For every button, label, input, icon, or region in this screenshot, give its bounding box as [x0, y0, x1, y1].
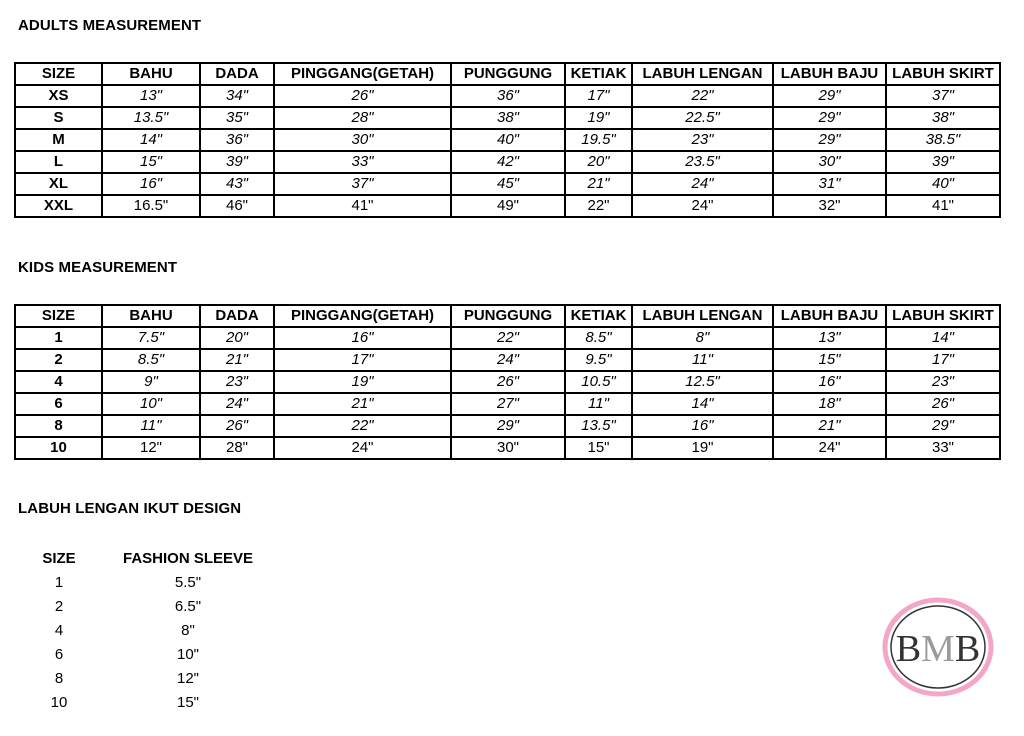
table-row [15, 85, 1000, 107]
measurement-cell: 19" [565, 107, 632, 129]
kids-header-labuh-baju: LABUH BAJU [773, 305, 886, 327]
table-row [15, 437, 1000, 459]
measurement-cell: 12.5" [632, 371, 773, 393]
measurement-cell: 38.5" [886, 129, 1000, 151]
measurement-cell: 10" [102, 393, 200, 415]
brand-logo [882, 597, 994, 697]
measurement-cell: 23" [200, 371, 274, 393]
measurement-cell: 22" [565, 195, 632, 217]
measurement-cell: 45" [451, 173, 565, 195]
measurement-cell: 16" [102, 173, 200, 195]
table-row [15, 415, 1000, 437]
measurement-cell: 7.5" [102, 327, 200, 349]
kids-header-labuh-lengan: LABUH LENGAN [632, 305, 773, 327]
measurement-cell: 24" [773, 437, 886, 459]
measurement-cell: 13.5" [102, 107, 200, 129]
measurement-cell: 23" [886, 371, 1000, 393]
size-cell: XS [15, 85, 102, 107]
adults-header-pinggang-getah: PINGGANG(GETAH) [274, 63, 451, 85]
sleeve-length-cell: 10" [176, 645, 199, 663]
logo-letter: B [895, 628, 922, 670]
measurement-cell: 15" [565, 437, 632, 459]
measurement-cell: 9" [102, 371, 200, 393]
list-item [30, 594, 288, 618]
size-cell: 8 [54, 669, 64, 687]
measurement-cell: 28" [274, 107, 451, 129]
measurement-cell: 9.5" [565, 349, 632, 371]
measurement-cell: 11" [632, 349, 773, 371]
measurement-cell: 37" [274, 173, 451, 195]
size-cell: 4 [54, 621, 64, 639]
measurement-cell: 17" [565, 85, 632, 107]
list-item [30, 666, 288, 690]
list-item [30, 690, 288, 714]
measurement-cell: 11" [102, 415, 200, 437]
measurement-cell: 16" [632, 415, 773, 437]
measurement-cell: 10.5" [565, 371, 632, 393]
size-cell: 6 [15, 393, 102, 415]
kids-title: KIDS MEASUREMENT [18, 259, 178, 276]
adults-measurement-table [14, 62, 1001, 218]
measurement-cell: 16.5" [102, 195, 200, 217]
logo-letter: M [921, 628, 955, 670]
measurement-cell: 18" [773, 393, 886, 415]
size-cell: 2 [54, 597, 64, 615]
measurement-cell: 30" [451, 437, 565, 459]
table-row [15, 195, 1000, 217]
measurement-cell: 22" [274, 415, 451, 437]
size-cell: 1 [15, 327, 102, 349]
kids-header-bahu: BAHU [102, 305, 200, 327]
kids-header-size: SIZE [15, 305, 102, 327]
measurement-cell: 32" [773, 195, 886, 217]
measurement-cell: 14" [102, 129, 200, 151]
measurement-cell: 19.5" [565, 129, 632, 151]
measurement-cell: 49" [451, 195, 565, 217]
measurement-cell: 24" [451, 349, 565, 371]
measurement-cell: 19" [632, 437, 773, 459]
measurement-cell: 20" [200, 327, 274, 349]
measurement-cell: 20" [565, 151, 632, 173]
sleeve-length-cell: 12" [176, 669, 199, 687]
kids-header-punggung: PUNGGUNG [451, 305, 565, 327]
measurement-cell: 36" [451, 85, 565, 107]
measurement-cell: 21" [565, 173, 632, 195]
table-row [15, 349, 1000, 371]
measurement-cell: 29" [886, 415, 1000, 437]
measurement-cell: 27" [451, 393, 565, 415]
measurement-cell: 38" [886, 107, 1000, 129]
measurement-cell: 8.5" [102, 349, 200, 371]
measurement-cell: 24" [632, 195, 773, 217]
size-cell: 10 [15, 437, 102, 459]
table-row [15, 371, 1000, 393]
adults-header-labuh-lengan: LABUH LENGAN [632, 63, 773, 85]
measurement-cell: 14" [886, 327, 1000, 349]
measurement-cell: 29" [773, 107, 886, 129]
size-cell: 2 [15, 349, 102, 371]
measurement-cell: 29" [773, 129, 886, 151]
adults-header-punggung: PUNGGUNG [451, 63, 565, 85]
kids-header-pinggang-getah: PINGGANG(GETAH) [274, 305, 451, 327]
measurement-cell: 43" [200, 173, 274, 195]
measurement-cell: 21" [274, 393, 451, 415]
fashion-sleeve-table [30, 546, 288, 714]
list-item [30, 570, 288, 594]
sleeve-title: LABUH LENGAN IKUT DESIGN [18, 500, 242, 517]
measurement-cell: 37" [886, 85, 1000, 107]
size-cell: 8 [15, 415, 102, 437]
measurement-cell: 41" [886, 195, 1000, 217]
measurement-cell: 16" [773, 371, 886, 393]
measurement-cell: 24" [632, 173, 773, 195]
list-item [30, 642, 288, 666]
measurement-cell: 29" [773, 85, 886, 107]
table-row [15, 173, 1000, 195]
kids-header-dada: DADA [200, 305, 274, 327]
measurement-cell: 33" [886, 437, 1000, 459]
measurement-cell: 42" [451, 151, 565, 173]
size-cell: M [15, 129, 102, 151]
measurement-cell: 23" [632, 129, 773, 151]
size-cell: 4 [15, 371, 102, 393]
measurement-cell: 15" [102, 151, 200, 173]
measurement-cell: 13" [102, 85, 200, 107]
table-row [15, 107, 1000, 129]
adults-header-labuh-skirt: LABUH SKIRT [886, 63, 1000, 85]
sleeve-header-size: SIZE [42, 549, 76, 567]
sleeve-length-cell: 8" [181, 621, 195, 639]
measurement-cell: 26" [200, 415, 274, 437]
logo-monogram [896, 628, 981, 670]
size-cell: 6 [54, 645, 64, 663]
measurement-cell: 30" [773, 151, 886, 173]
measurement-cell: 14" [632, 393, 773, 415]
measurement-cell: 17" [886, 349, 1000, 371]
size-cell: 10 [50, 693, 68, 711]
logo-letter: B [954, 628, 981, 670]
measurement-cell: 40" [886, 173, 1000, 195]
table-row [15, 393, 1000, 415]
measurement-cell: 31" [773, 173, 886, 195]
adults-header-bahu: BAHU [102, 63, 200, 85]
measurement-cell: 13" [773, 327, 886, 349]
measurement-cell: 11" [565, 393, 632, 415]
table-row [15, 327, 1000, 349]
measurement-cell: 22" [451, 327, 565, 349]
measurement-cell: 21" [773, 415, 886, 437]
measurement-cell: 15" [773, 349, 886, 371]
measurement-cell: 24" [200, 393, 274, 415]
size-cell: XXL [15, 195, 102, 217]
measurement-cell: 22.5" [632, 107, 773, 129]
measurement-cell: 28" [200, 437, 274, 459]
adults-header-ketiak: KETIAK [565, 63, 632, 85]
measurement-cell: 46" [200, 195, 274, 217]
kids-header-labuh-skirt: LABUH SKIRT [886, 305, 1000, 327]
sleeve-length-cell: 6.5" [174, 597, 202, 615]
sleeve-length-cell: 15" [176, 693, 199, 711]
adults-header-size: SIZE [15, 63, 102, 85]
measurement-cell: 39" [200, 151, 274, 173]
measurement-cell: 40" [451, 129, 565, 151]
measurement-cell: 30" [274, 129, 451, 151]
measurement-cell: 26" [451, 371, 565, 393]
kids-header-ketiak: KETIAK [565, 305, 632, 327]
measurement-cell: 36" [200, 129, 274, 151]
measurement-cell: 12" [102, 437, 200, 459]
measurement-cell: 21" [200, 349, 274, 371]
measurement-cell: 26" [274, 85, 451, 107]
kids-measurement-table [14, 304, 1001, 460]
adults-title: ADULTS MEASUREMENT [18, 17, 202, 34]
size-cell: 1 [54, 573, 64, 591]
measurement-cell: 26" [886, 393, 1000, 415]
size-cell: S [15, 107, 102, 129]
measurement-cell: 8.5" [565, 327, 632, 349]
measurement-cell: 33" [274, 151, 451, 173]
measurement-cell: 13.5" [565, 415, 632, 437]
sleeve-header-fashion-sleeve: FASHION SLEEVE [122, 549, 254, 567]
adults-header-labuh-baju: LABUH BAJU [773, 63, 886, 85]
measurement-cell: 24" [274, 437, 451, 459]
measurement-cell: 8" [632, 327, 773, 349]
measurement-cell: 38" [451, 107, 565, 129]
adults-header-dada: DADA [200, 63, 274, 85]
size-cell: XL [15, 173, 102, 195]
measurement-cell: 34" [200, 85, 274, 107]
table-row [15, 129, 1000, 151]
table-row [15, 151, 1000, 173]
measurement-cell: 35" [200, 107, 274, 129]
measurement-cell: 39" [886, 151, 1000, 173]
measurement-cell: 22" [632, 85, 773, 107]
measurement-cell: 19" [274, 371, 451, 393]
measurement-cell: 41" [274, 195, 451, 217]
measurement-cell: 16" [274, 327, 451, 349]
size-cell: L [15, 151, 102, 173]
list-item [30, 618, 288, 642]
measurement-cell: 17" [274, 349, 451, 371]
measurement-cell: 23.5" [632, 151, 773, 173]
sleeve-length-cell: 5.5" [174, 573, 202, 591]
measurement-cell: 29" [451, 415, 565, 437]
